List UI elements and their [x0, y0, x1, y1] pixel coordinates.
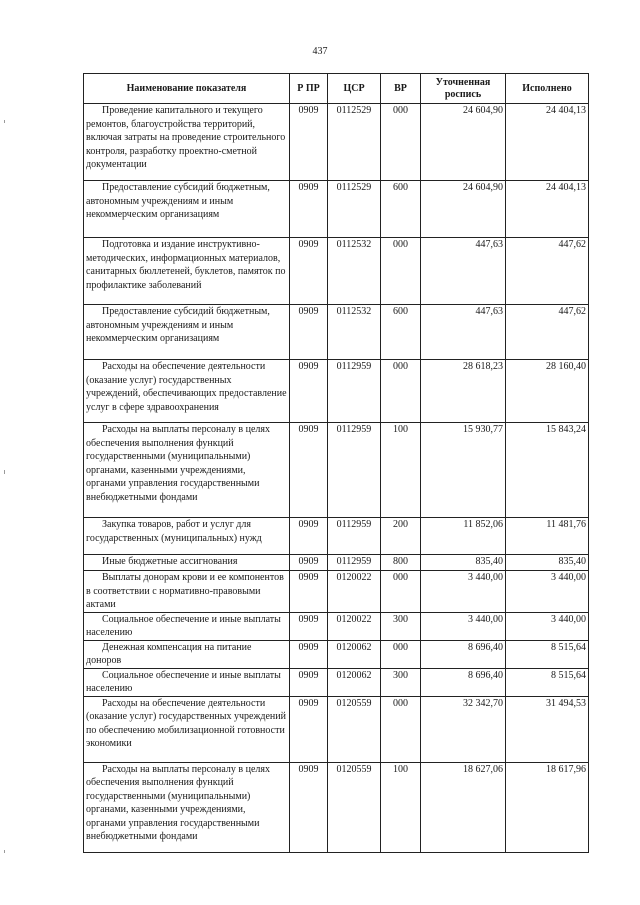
- cell-vr: 300: [381, 668, 421, 696]
- cell-name: Расходы на выплаты персоналу в целях обеспечения выполнения функций государственными (муниципальными) органами, казенными учреждениями, органами управления государственными внебюджетными фондами: [84, 423, 290, 518]
- cell-vr: 000: [381, 640, 421, 668]
- cell-executed: 8 515,64: [506, 668, 589, 696]
- cell-csr: 0112959: [328, 555, 381, 571]
- cell-executed: 8 515,64: [506, 640, 589, 668]
- cell-planned: 447,63: [421, 305, 506, 360]
- table-row: [84, 696, 589, 762]
- column-header-name: Наименование показателя: [84, 74, 290, 104]
- table-body: [84, 104, 589, 853]
- cell-name: Денежная компенсация на питание доноров: [84, 640, 290, 668]
- cell-executed: 447,62: [506, 238, 589, 305]
- cell-vr: 000: [381, 238, 421, 305]
- cell-rpr: 0909: [290, 640, 328, 668]
- cell-planned: 11 852,06: [421, 518, 506, 555]
- cell-csr: 0112529: [328, 104, 381, 181]
- cell-rpr: 0909: [290, 181, 328, 238]
- scan-edge-mark: [4, 850, 5, 853]
- column-header-vr: ВР: [381, 74, 421, 104]
- page-number: 437: [312, 46, 328, 57]
- cell-name: Предоставление субсидий бюджетным, автономным учреждениям и иным некоммерческим организациям: [84, 305, 290, 360]
- cell-vr: 600: [381, 181, 421, 238]
- table-row: [84, 305, 589, 360]
- cell-vr: 100: [381, 762, 421, 852]
- cell-vr: 000: [381, 571, 421, 613]
- cell-name: Подготовка и издание инструктивно-методических, информационных материалов, санитарных бюллетеней, буклетов, памяток по профилактике заболеваний: [84, 238, 290, 305]
- cell-csr: 0112959: [328, 360, 381, 423]
- cell-planned: 28 618,23: [421, 360, 506, 423]
- cell-rpr: 0909: [290, 696, 328, 762]
- cell-csr: 0120022: [328, 612, 381, 640]
- cell-executed: 15 843,24: [506, 423, 589, 518]
- cell-name: Предоставление субсидий бюджетным, автономным учреждениям и иным некоммерческим организациям: [84, 181, 290, 238]
- cell-csr: 0112532: [328, 238, 381, 305]
- cell-csr: 0112959: [328, 423, 381, 518]
- cell-planned: 32 342,70: [421, 696, 506, 762]
- cell-csr: 0112959: [328, 518, 381, 555]
- cell-executed: 31 494,53: [506, 696, 589, 762]
- cell-csr: 0112532: [328, 305, 381, 360]
- cell-name: Иные бюджетные ассигнования: [84, 555, 290, 571]
- cell-name: Расходы на выплаты персоналу в целях обеспечения выполнения функций государственными (муниципальными) органами, казенными учреждениями, органами управления государственными внебюджетными фондами: [84, 762, 290, 852]
- cell-planned: 447,63: [421, 238, 506, 305]
- cell-planned: 8 696,40: [421, 668, 506, 696]
- table-row: [84, 762, 589, 852]
- cell-rpr: 0909: [290, 612, 328, 640]
- cell-executed: 18 617,96: [506, 762, 589, 852]
- cell-planned: 3 440,00: [421, 612, 506, 640]
- cell-executed: 24 404,13: [506, 181, 589, 238]
- cell-vr: 000: [381, 696, 421, 762]
- table-row: [84, 518, 589, 555]
- table-row: [84, 571, 589, 613]
- cell-csr: 0120559: [328, 696, 381, 762]
- cell-rpr: 0909: [290, 360, 328, 423]
- cell-executed: 24 404,13: [506, 104, 589, 181]
- cell-executed: 3 440,00: [506, 612, 589, 640]
- cell-planned: 8 696,40: [421, 640, 506, 668]
- column-header-planned: Уточненная роспись: [421, 74, 506, 104]
- cell-rpr: 0909: [290, 571, 328, 613]
- table-header-row: [84, 74, 589, 104]
- scan-edge-mark: [4, 470, 5, 474]
- cell-name: Проведение капитального и текущего ремонтов, благоустройства территорий, включая затраты на проведение строительного контроля, разработку проектно-сметной документации: [84, 104, 290, 181]
- cell-name: Социальное обеспечение и иные выплаты населению: [84, 668, 290, 696]
- cell-vr: 000: [381, 104, 421, 181]
- cell-name: Социальное обеспечение и иные выплаты населению: [84, 612, 290, 640]
- table-row: [84, 423, 589, 518]
- cell-vr: 300: [381, 612, 421, 640]
- cell-rpr: 0909: [290, 423, 328, 518]
- table-row: [84, 668, 589, 696]
- table-row: [84, 238, 589, 305]
- cell-planned: 3 440,00: [421, 571, 506, 613]
- cell-rpr: 0909: [290, 555, 328, 571]
- cell-executed: 3 440,00: [506, 571, 589, 613]
- cell-executed: 447,62: [506, 305, 589, 360]
- table-row: [84, 555, 589, 571]
- cell-vr: 000: [381, 360, 421, 423]
- cell-planned: 15 930,77: [421, 423, 506, 518]
- cell-rpr: 0909: [290, 305, 328, 360]
- cell-vr: 800: [381, 555, 421, 571]
- cell-csr: 0120062: [328, 668, 381, 696]
- cell-vr: 100: [381, 423, 421, 518]
- cell-csr: 0112529: [328, 181, 381, 238]
- cell-rpr: 0909: [290, 762, 328, 852]
- cell-csr: 0120559: [328, 762, 381, 852]
- cell-planned: 835,40: [421, 555, 506, 571]
- cell-executed: 835,40: [506, 555, 589, 571]
- cell-rpr: 0909: [290, 238, 328, 305]
- cell-rpr: 0909: [290, 668, 328, 696]
- column-header-rpr: Р ПР: [290, 74, 328, 104]
- table-row: [84, 360, 589, 423]
- column-header-csr: ЦСР: [328, 74, 381, 104]
- cell-name: Расходы на обеспечение деятельности (оказание услуг) государственных учреждений по обеспечению мобилизационной готовности экономики: [84, 696, 290, 762]
- cell-name: Закупка товаров, работ и услуг для государственных (муниципальных) нужд: [84, 518, 290, 555]
- table-row: [84, 640, 589, 668]
- cell-rpr: 0909: [290, 518, 328, 555]
- budget-execution-table: [83, 73, 589, 853]
- cell-planned: 24 604,90: [421, 104, 506, 181]
- table-row: [84, 612, 589, 640]
- cell-csr: 0120022: [328, 571, 381, 613]
- cell-csr: 0120062: [328, 640, 381, 668]
- cell-executed: 28 160,40: [506, 360, 589, 423]
- cell-planned: 18 627,06: [421, 762, 506, 852]
- cell-rpr: 0909: [290, 104, 328, 181]
- cell-planned: 24 604,90: [421, 181, 506, 238]
- table-row: [84, 104, 589, 181]
- column-header-executed: Исполнено: [506, 74, 589, 104]
- cell-name: Выплаты донорам крови и ее компонентов в соответствии с нормативно-правовыми актами: [84, 571, 290, 613]
- cell-vr: 200: [381, 518, 421, 555]
- scan-edge-mark: [4, 120, 5, 123]
- cell-vr: 600: [381, 305, 421, 360]
- cell-name: Расходы на обеспечение деятельности (оказание услуг) государственных учреждений, обеспечивающих предоставление услуг в сфере здравоохранения: [84, 360, 290, 423]
- table-row: [84, 181, 589, 238]
- cell-executed: 11 481,76: [506, 518, 589, 555]
